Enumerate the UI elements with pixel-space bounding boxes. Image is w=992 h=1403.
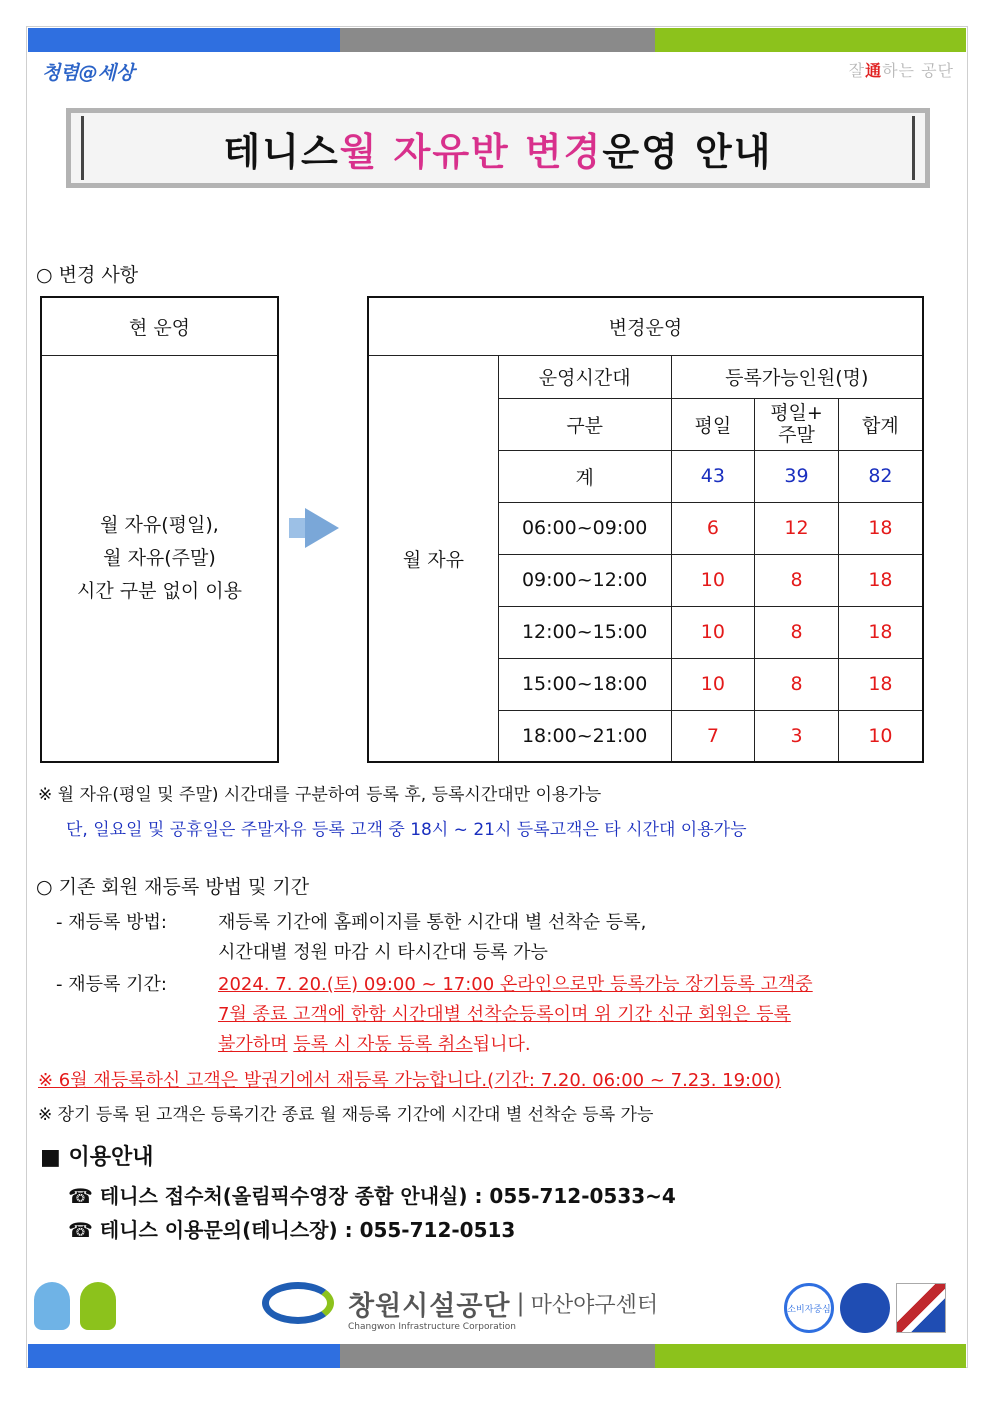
- current-description: 월 자유(평일), 월 자유(주말) 시간 구분 없이 이용: [41, 355, 278, 762]
- red-notice-june: ※ 6월 재등록하신 고객은 발권기에서 재등록 가능합니다.(기간: 7.20. 06:00 ~ 7.23. 19:00): [38, 1070, 782, 1091]
- changed-header: 변경운영: [368, 297, 923, 355]
- col-capacity-header: 등록가능인원(명): [671, 355, 923, 398]
- top-color-bar: [28, 28, 966, 52]
- period-line1: 2024. 7. 20.(토) 09:00 ~ 17:00 온라인으로만 등록가능 장기등록 고객중: [218, 974, 813, 995]
- table-row: 09:00~12:00 10 8 18: [368, 554, 923, 606]
- section-change-heading: ○ 변경 사항: [36, 264, 139, 286]
- period-label: - 재등록 기간:: [56, 974, 167, 995]
- human-rights-badge-icon: [840, 1283, 890, 1333]
- corp-emblem-icon: [262, 1282, 334, 1324]
- certification-badge-icon: [896, 1283, 946, 1333]
- period-line2: 7월 종료 고객에 한함 시간대별 선착순등록이며 위 기간 신규 회원은 등록: [218, 1004, 791, 1025]
- table-row: 18:00~21:00 7 3 10: [368, 710, 923, 762]
- changed-operation-table: [367, 296, 924, 763]
- period-line3: 불가하며 등록 시 자동 등록 취소됩니다.: [218, 1034, 531, 1055]
- mascot-blue-icon: [34, 1282, 70, 1330]
- col-time-header: 운영시간대: [498, 355, 671, 398]
- page-title: 테니스 월 자유반 변경 운영 안내: [81, 116, 915, 180]
- current-header: 현 운영: [41, 297, 278, 355]
- note-long-term: ※ 장기 등록 된 고객은 등록기간 종료 월 재등록 기간에 시간대 별 선착순 등록 가능: [38, 1105, 654, 1125]
- method-line1: 재등록 기간에 홈페이지를 통한 시간대 별 선착순 등록,: [218, 912, 647, 933]
- slogan-logo: 잘通하는 공단: [848, 61, 954, 80]
- corp-logo: 창원시설공단 | 마산야구센터 Changwon Infrastructure Corporation: [262, 1282, 658, 1324]
- method-line2: 시간대별 정원 마감 시 타시간대 등록 가능: [218, 942, 548, 963]
- sub-gubun: 구분: [498, 398, 671, 450]
- bottom-color-bar: [28, 1344, 966, 1368]
- note-registration-rule: ※ 월 자유(평일 및 주말) 시간대를 구분하여 등록 후, 등록시간대만 이용가능: [38, 785, 602, 805]
- note-sunday-exception: 단, 일요일 및 공휴일은 주말자유 등록 고객 중 18시 ~ 21시 등록고객은 타 시간대 이용가능: [66, 820, 747, 840]
- mascot-green-icon: [80, 1282, 116, 1330]
- table-row: 12:00~15:00 10 8 18: [368, 606, 923, 658]
- section-reregister-heading: ○ 기존 회원 재등록 방법 및 기간: [36, 876, 310, 898]
- table-row: 계 43 39 82: [368, 450, 923, 502]
- contact-reception: ☎ 테니스 접수처(올림픽수영장 종합 안내실) : 055-712-0533~4: [68, 1184, 676, 1208]
- table-row: 15:00~18:00 10 8 18: [368, 658, 923, 710]
- sub-total: 합계: [838, 398, 923, 450]
- arrow-right-icon: [305, 508, 339, 548]
- ccm-badge-icon: 소비자중심: [784, 1283, 834, 1333]
- info-heading: ■ 이용안내: [40, 1145, 154, 1170]
- contact-inquiry: ☎ 테니스 이용문의(테니스장) : 055-712-0513: [68, 1218, 516, 1242]
- method-label: - 재등록 방법:: [56, 912, 167, 933]
- sub-weekday: 평일: [671, 398, 755, 450]
- integrity-logo: 청렴@세상: [42, 62, 135, 84]
- row-label-monthly-free: 월 자유: [368, 355, 498, 762]
- title-box: [66, 108, 930, 188]
- sub-weekday-weekend: 평일+ 주말: [755, 398, 839, 450]
- current-operation-table: [40, 296, 279, 763]
- table-row: 06:00~09:00 6 12 18: [368, 502, 923, 554]
